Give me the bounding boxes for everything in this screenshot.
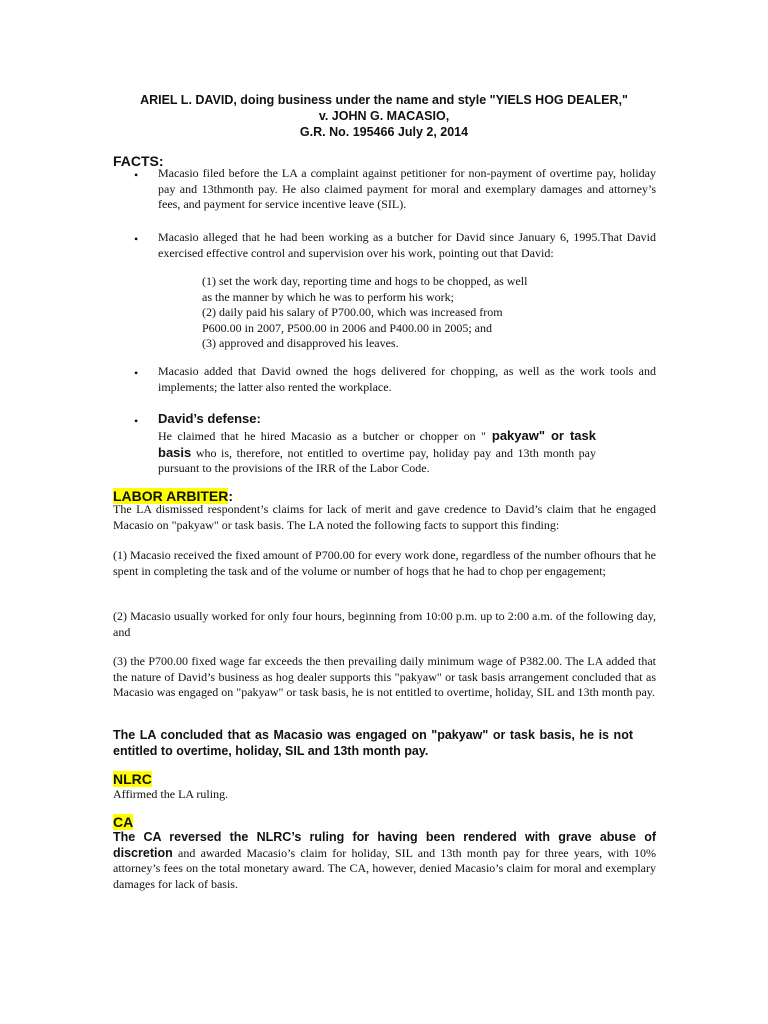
- ca-text-rest: and awarded Macasio’s claim for holiday, SIL and 13th month pay for three years, with 10% attorney’s fees on the total monetary award. The CA, however, denied Macasio’s claim for moral and exemplary damages for lack of basis.: [113, 845, 656, 891]
- la-intro: The LA dismissed respondent’s claims for lack of merit and gave credence to David’s claim that he engaged Macasio on "pakyaw" or task basis. The LA noted the following facts to support this finding:: [113, 502, 656, 532]
- case-title: [0, 92, 768, 140]
- facts-heading: FACTS:: [113, 153, 164, 169]
- bullet-icon: •: [134, 168, 139, 182]
- facts-bullet-2: Macasio alleged that he had been working as a butcher for David since January 6, 1995.That David exercised effective control and supervision over his work, pointing out that David:: [158, 230, 656, 260]
- sublist-line: as the manner by which he was to perform his work;: [202, 289, 454, 304]
- bullet-icon: •: [134, 366, 139, 380]
- bullet-icon: •: [134, 414, 139, 428]
- nlrc-text: Affirmed the LA ruling.: [113, 787, 229, 801]
- sublist-line: (1) set the work day, reporting time and hogs to be chopped, as well: [202, 274, 528, 288]
- case-title-line2: v. JOHN G. MACASIO,: [318, 109, 450, 123]
- facts-bullet-3: Macasio added that David owned the hogs delivered for chopping, as well as the work tools and implements; the latter also rented the workplace.: [158, 364, 656, 394]
- defense-text-bold: pakyaw" or task basis: [158, 428, 596, 460]
- ca-heading-text: CA: [113, 814, 134, 830]
- labor-arbiter-heading-colon: :: [228, 488, 234, 504]
- bullet-icon: •: [134, 232, 139, 246]
- nlrc-heading: [113, 770, 152, 788]
- case-title-line3: G.R. No. 195466 July 2, 2014: [299, 125, 469, 139]
- control-sublist: [202, 274, 602, 352]
- defense-text-post: who is, therefore, not entitled to overtime pay, holiday pay and 13th month pay pursuant to the provisions of the IRR of the Labor Code.: [158, 445, 596, 475]
- case-title-line1: ARIEL L. DAVID, doing business under the name and style "YIELS HOG DEALER,": [140, 93, 628, 107]
- la-fact-3: (3) the P700.00 fixed wage far exceeds the then prevailing daily minimum wage of P382.00. The LA added that the nature of David’s business as hog dealer supports this "pakyaw" or task basis arrangement concluded that as Macasio was engaged on "pakyaw" or task basis, he is not entitled to overtime, holiday, SIL and 13th month pay.: [113, 654, 656, 699]
- nlrc-heading-text: NLRC: [113, 771, 152, 787]
- labor-arbiter-heading-text: LABOR ARBITER: [113, 488, 229, 504]
- ca-text-bold: The CA reversed the NLRC’s ruling for having been rendered with grave abuse of discretion: [113, 830, 656, 860]
- la-conclusion: The LA concluded that as Macasio was engaged on "pakyaw" or task basis, he is not entitled to overtime, holiday, SIL and 13th month pay.: [113, 728, 633, 758]
- defense-text-pre: He claimed that he hired Macasio as a butcher or chopper on ": [158, 429, 486, 443]
- defense-text: [158, 428, 596, 477]
- facts-bullet-1: Macasio filed before the LA a complaint against petitioner for non-payment of overtime pay, holiday pay and 13thmonth pay. He also claimed payment for moral and exemplary damages and attorney’s fees, and payment for service incentive leave (SIL).: [158, 166, 656, 211]
- la-fact-2: (2) Macasio usually worked for only four hours, beginning from 10:00 p.m. up to 2:00 a.m. of the following day, and: [113, 609, 656, 639]
- sublist-line: (2) daily paid his salary of P700.00, which was increased from: [202, 305, 503, 319]
- ca-heading: [113, 813, 133, 831]
- sublist-line: (3) approved and disapproved his leaves.: [202, 336, 399, 350]
- ca-text: [113, 830, 656, 892]
- la-fact-1: (1) Macasio received the fixed amount of P700.00 for every work done, regardless of the number ofhours that he spent in completing the task and of the volume or number of hogs that he had to chop per engagement;: [113, 548, 656, 578]
- sublist-line: P600.00 in 2007, P500.00 in 2006 and P400.00 in 2005; and: [202, 320, 493, 335]
- defense-heading: David’s defense:: [158, 411, 261, 426]
